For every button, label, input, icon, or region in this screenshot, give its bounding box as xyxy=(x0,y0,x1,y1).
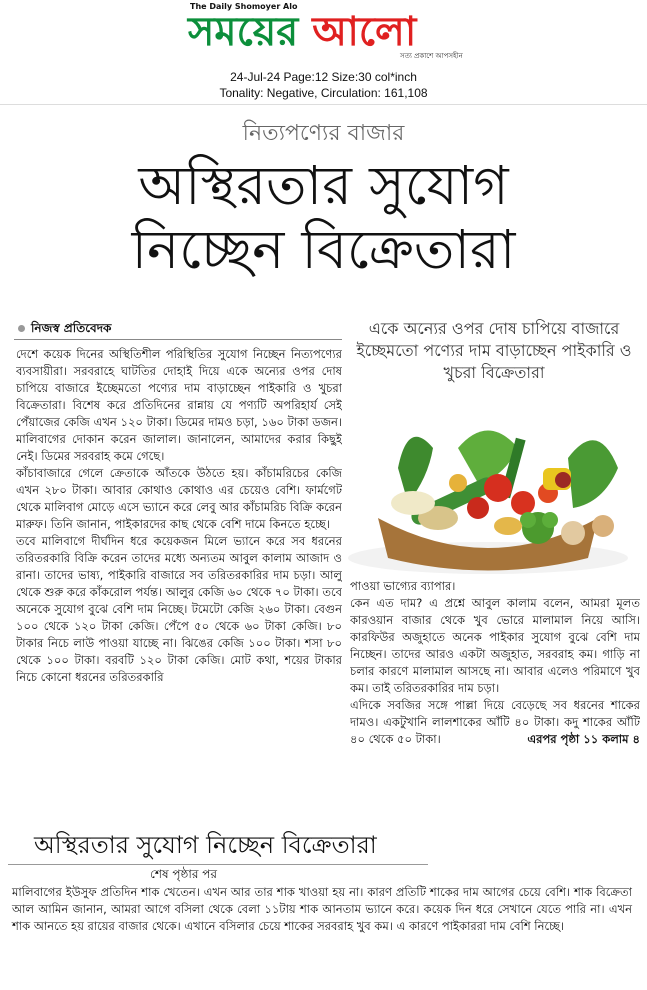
masthead xyxy=(0,0,647,66)
headline-line-2: নিচ্ছেন বিক্রেতারা xyxy=(131,218,516,281)
pull-quote: একে অন্যের ওপর দোষ চাপিয়ে বাজারে ইচ্ছেমতো পণ্যের দাম বাড়াচ্ছেন পাইকারি ও খুচরা বিক্রেতারা xyxy=(356,319,632,382)
divider xyxy=(0,104,647,105)
masthead-english: The Daily Shomoyer Alo xyxy=(190,2,298,11)
clipping-meta-date: 24-Jul-24 Page:12 Size:30 col*inch xyxy=(230,70,417,84)
clipping-meta-tonality: Tonality: Negative, Circulation: 161,108 xyxy=(219,86,428,100)
paragraph: মালিবাগের ইউসুফ প্রতিদিন শাক খেতেন। এখন আর তার শাক খাওয়া হয় না। কারণ প্রতিটি শাকের দাম আগের চেয়ে বেশি। শাক বিক্রেতা আল আমিন জানান, আমরা আগে বসিলা থেকে বেলা ১১টায় শাক আনতাম ভ্যানে করে। কয়েক দিন ধরে সেখানে যেতে পারি না। এখন শাক আনতে হয় রায়ের বাজার থেকে। এখানে বসিলার চেয়ে শাকের সরবরাহ খুব কম। এ কারণে পাইকাররা দাম বেশি নিচ্ছে। xyxy=(12,885,632,933)
paragraph xyxy=(350,697,640,748)
masthead-logo-part1: সময়ের xyxy=(188,9,299,55)
headline-line-1: অস্থিরতার সুযোগ xyxy=(138,154,509,217)
paragraph-text: এদিকে সবজির সঙ্গে পাল্লা দিয়ে বেড়েছে সব ধরনের শাকের দামও। একটুখানি লালশাকের আঁটি ৪০ টাকা। কদু শাকের আঁটি ৪০ থেকে ৫০ টাকা। xyxy=(350,698,640,746)
continuation-kicker: শেষ পৃষ্ঠার পর xyxy=(150,867,218,881)
masthead-tagline: সত্য প্রকাশে আপসহীন xyxy=(400,52,463,60)
paragraph: তবে মালিবাগে দীর্ঘদিন ধরে কয়েকজন মিলে ভ্যানে করে সব ধরনের তরিতরকারি বিক্রি করেন তাদের মধ্যে অন্যতম আবুল কালাম আজাদ ও রানা। তাদের ভাষ্য, পাইকারি বাজারে সব তরিতরকারির দাম চড়া। আলু থেকে শুরু করে কাঁকরোল পর্যন্ত। আলুর কেজি ৬০ থেকে ৭০ টাকা। তবে অনেকে সুযোগ বুঝে বেশি দাম নিচ্ছে। টমেটো কেজি ২৬০ টাকা। বেগুন ১০০ থেকে ১২০ টাকা কেজি। পেঁপে ৫০ থেকে ৬০ টাকা কেজি। ৮০ টাকার নিচে লাউ পাওয়া যাচ্ছে না। ঝিঙের কেজি ১০০ টাকা। শসা ৮০ থেকে ১০০ টাকা। বরবটি ১২০ টাকা কেজি। মোট কথা, শয়ের টাকার নিচে কোনো ধরনের তরিতরকারি xyxy=(16,534,342,684)
paragraph: দেশে কয়েক দিনের অস্থিতিশীল পরিস্থিতির সুযোগ নিচ্ছেন নিত্যপণ্যের ব্যবসায়ীরা। সরবরাহে ঘাটতির দোহাই দিয়ে একে অন্যের ওপর দোষ চাপিয়ে বাজারে ইচ্ছেমতো পণ্যের দাম বাড়াচ্ছেন পাইকারি ও খুচরা বিক্রেতারা। বিশেষ করে প্রতিদিনের রান্নায় যে পণ্যটি অপরিহার্য সেই পেঁয়াজের কেজি এখন ১২০ টাকা। ডিমের দামও চড়া, ১৬০ টাকা ডজন। মালিবাগের দোকান করেন জালাল। জানালেন, আমাদের করার কিছুই নেই। ডিমের সরবরাহ কমে গেছে। xyxy=(16,347,342,463)
continuation-title: অস্থিরতার সুযোগ নিচ্ছেন বিক্রেতারা xyxy=(34,831,377,859)
paragraph: কাঁচাবাজারে গেলে ক্রেতাকে আঁতকে উঠতে হয়। কাঁচামরিচের কেজি এখন ২৮০ টাকা। আবার কোথাও কোথাও এর চেয়েও বেশি। ফার্মগেট থেকে মালিবাগ মোড়ে এসে ভ্যানে করে লেবু আর কাঁচামরিচ বিক্রি করেন মারুফ। তিনি জানান, পাইকারদের কাছ থেকে বেশি দামে কিনতে হচ্ছে। xyxy=(16,466,342,531)
article-column-1 xyxy=(16,346,342,776)
bullet-icon xyxy=(18,325,25,332)
continuation-rule xyxy=(8,864,428,865)
byline-text: নিজস্ব প্রতিবেদক xyxy=(31,321,112,335)
continued-marker: এরপর পৃষ্ঠা ১১ কলাম ৪ xyxy=(527,732,640,746)
byline-rule xyxy=(14,339,342,340)
paragraph: পাওয়া ভাগ্যের ব্যাপার। xyxy=(350,579,456,593)
paragraph: কেন এত দাম? এ প্রশ্নে আবুল কালাম বলেন, আমরা মূলত কারওয়ান বাজার থেকে খুব ভোরে মালামাল নিয়ে আসি। কারফিউর অজুহাতে অনেক পাইকার সুযোগ বুঝে বেশি দাম নিচ্ছেন। তাদের আরও একটা অজুহাত, সরবরাহ কম। গাড়ি না চলার কারণে মালামাল আসছে না। আবার এলেও পরিমাণে খুব কম। তাই তরিতরকারির দাম চড়া। xyxy=(350,596,640,695)
masthead-logo xyxy=(188,6,416,58)
byline xyxy=(18,320,111,340)
masthead-logo-part2: আলো xyxy=(312,9,417,55)
continuation-body xyxy=(12,884,632,935)
vegetable-basket-image xyxy=(338,408,638,578)
article-column-2 xyxy=(350,578,640,778)
article-kicker: নিত্যপণ্যের বাজার xyxy=(242,121,405,146)
